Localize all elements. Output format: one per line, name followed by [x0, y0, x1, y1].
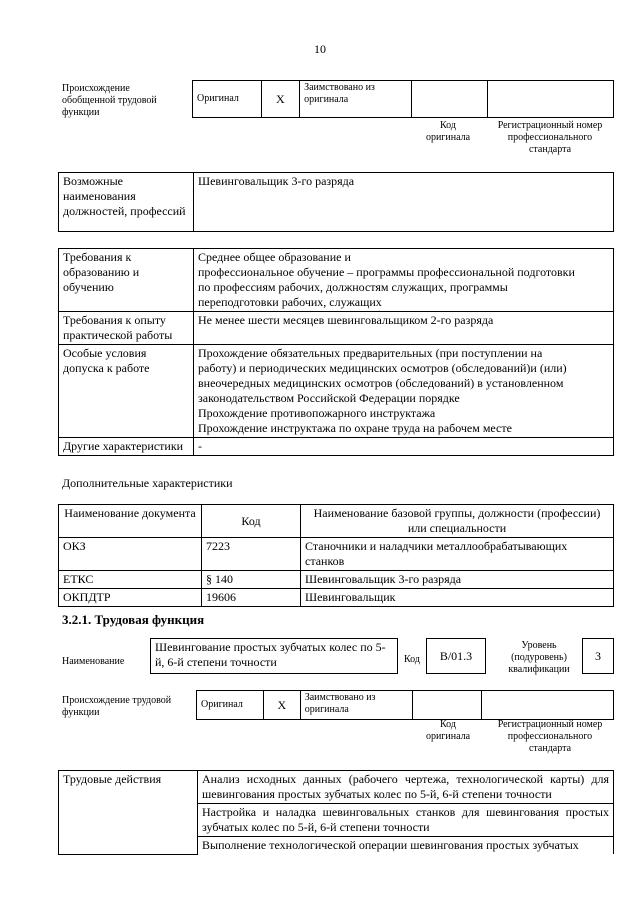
origin2-reg-cell	[481, 691, 613, 720]
origin2-reg-caption: Регистрационный номер профессионального стандарта	[497, 719, 603, 754]
positions-label: Возможные наименования должностей, профессий	[59, 173, 194, 232]
origin-mark: X	[261, 81, 300, 118]
origin-reg-caption: Регистрационный номер профессионального стандарта	[497, 120, 603, 155]
row-doc: ОКЗ	[59, 538, 202, 571]
experience-value: Не менее шести месяцев шевинговальщиком 2-го разряда	[194, 312, 614, 345]
function-code-box	[426, 638, 486, 674]
origin2-label: Происхождение трудовой функции	[62, 695, 172, 718]
actions-table	[58, 770, 614, 855]
origin2-code-caption: Код оригинала	[425, 719, 471, 742]
action-item: Настройка и наладка шевинговальных станков для шевингования простых зубчатых колес по 5-й, 6-й степени точности	[198, 804, 614, 837]
origin2-original: Оригинал	[197, 691, 264, 720]
function-heading: 3.2.1. Трудовая функция	[62, 612, 205, 627]
education-line: Среднее общее образование и	[198, 250, 351, 264]
col-doc-header: Наименование документа	[59, 505, 202, 538]
function-level-box	[582, 638, 614, 674]
table-row	[59, 571, 614, 589]
other-value: -	[194, 438, 614, 456]
origin2-mark: X	[263, 691, 300, 720]
page-number: 10	[314, 42, 326, 56]
action-item: Выполнение технологической операции шевингования простых зубчатых	[198, 837, 614, 855]
origin-original: Оригинал	[193, 81, 262, 118]
admission-line: внеочередных медицинских осмотров (обследований) в установленном	[198, 376, 564, 390]
function-name-value: Шевингование простых зубчатых колес по 5-й, 6-й степени точности	[151, 639, 398, 674]
origin-code-caption: Код оригинала	[425, 120, 471, 143]
additional-table	[58, 504, 614, 607]
function-name-box	[150, 638, 398, 674]
admission-label: Особые условия допуска к работе	[59, 345, 194, 438]
origin2-table	[196, 690, 614, 720]
function-name-label: Наименование	[62, 656, 125, 667]
function-level-label: Уровень (подуровень) квалификации	[508, 640, 570, 675]
experience-label: Требования к опыту практической работы	[59, 312, 194, 345]
origin2-borrowed: Заимствовано из оригинала	[300, 691, 413, 720]
origin-borrowed: Заимствовано из оригинала	[300, 81, 412, 118]
origin-label: Происхождение обобщенной трудовой функции	[62, 83, 157, 118]
education-value	[194, 249, 614, 312]
origin-reg-cell	[487, 81, 613, 118]
positions-table	[58, 172, 614, 232]
table-row	[59, 538, 614, 571]
actions-label: Трудовые действия	[59, 771, 198, 855]
function-code-label: Код	[404, 654, 420, 665]
admission-line: законодательством Российской Федерации порядке	[198, 391, 460, 405]
row-name: Шевинговальщик 3-го разряда	[301, 571, 614, 589]
education-line: переподготовки рабочих, служащих	[198, 295, 382, 309]
admission-value	[194, 345, 614, 438]
admission-line: работу) и периодических медицинских осмотров (обследований)и (или)	[198, 361, 567, 375]
col-name-header: Наименование базовой группы, должности (профессии) или специальности	[301, 505, 614, 538]
education-line: профессиональное обучение – программы профессиональной подготовки	[198, 265, 575, 279]
row-doc: ЕТКС	[59, 571, 202, 589]
row-code: 19606	[202, 589, 301, 607]
row-doc: ОКПДТР	[59, 589, 202, 607]
row-code: § 140	[202, 571, 301, 589]
admission-line: Прохождение противопожарного инструктажа	[198, 406, 436, 420]
admission-line: Прохождение обязательных предварительных (при поступлении на	[198, 346, 543, 360]
education-label: Требования к образованию и обучению	[59, 249, 194, 312]
education-line: по профессиям рабочих, должностям служащих, программы	[198, 280, 508, 294]
function-code-value: B/01.3	[427, 639, 486, 674]
origin-table	[192, 80, 614, 118]
admission-line: Прохождение инструктажа по охране труда на рабочем месте	[198, 421, 512, 435]
col-code-header: Код	[202, 505, 301, 538]
table-row	[59, 589, 614, 607]
origin-code-cell	[412, 81, 488, 118]
additional-heading: Дополнительные характеристики	[62, 476, 233, 490]
positions-value: Шевинговальщик 3-го разряда	[194, 173, 614, 232]
requirements-table	[58, 248, 614, 456]
action-item: Анализ исходных данных (рабочего чертежа, технологической карты) для шевингования простых зубчатых колес по 5-й, 6-й степени точности	[198, 771, 614, 804]
other-label: Другие характеристики	[59, 438, 194, 456]
row-code: 7223	[202, 538, 301, 571]
origin2-code-cell	[413, 691, 482, 720]
function-level-value: 3	[583, 639, 614, 674]
row-name: Станочники и наладчики металлообрабатывающих станков	[301, 538, 614, 571]
row-name: Шевинговальщик	[301, 589, 614, 607]
